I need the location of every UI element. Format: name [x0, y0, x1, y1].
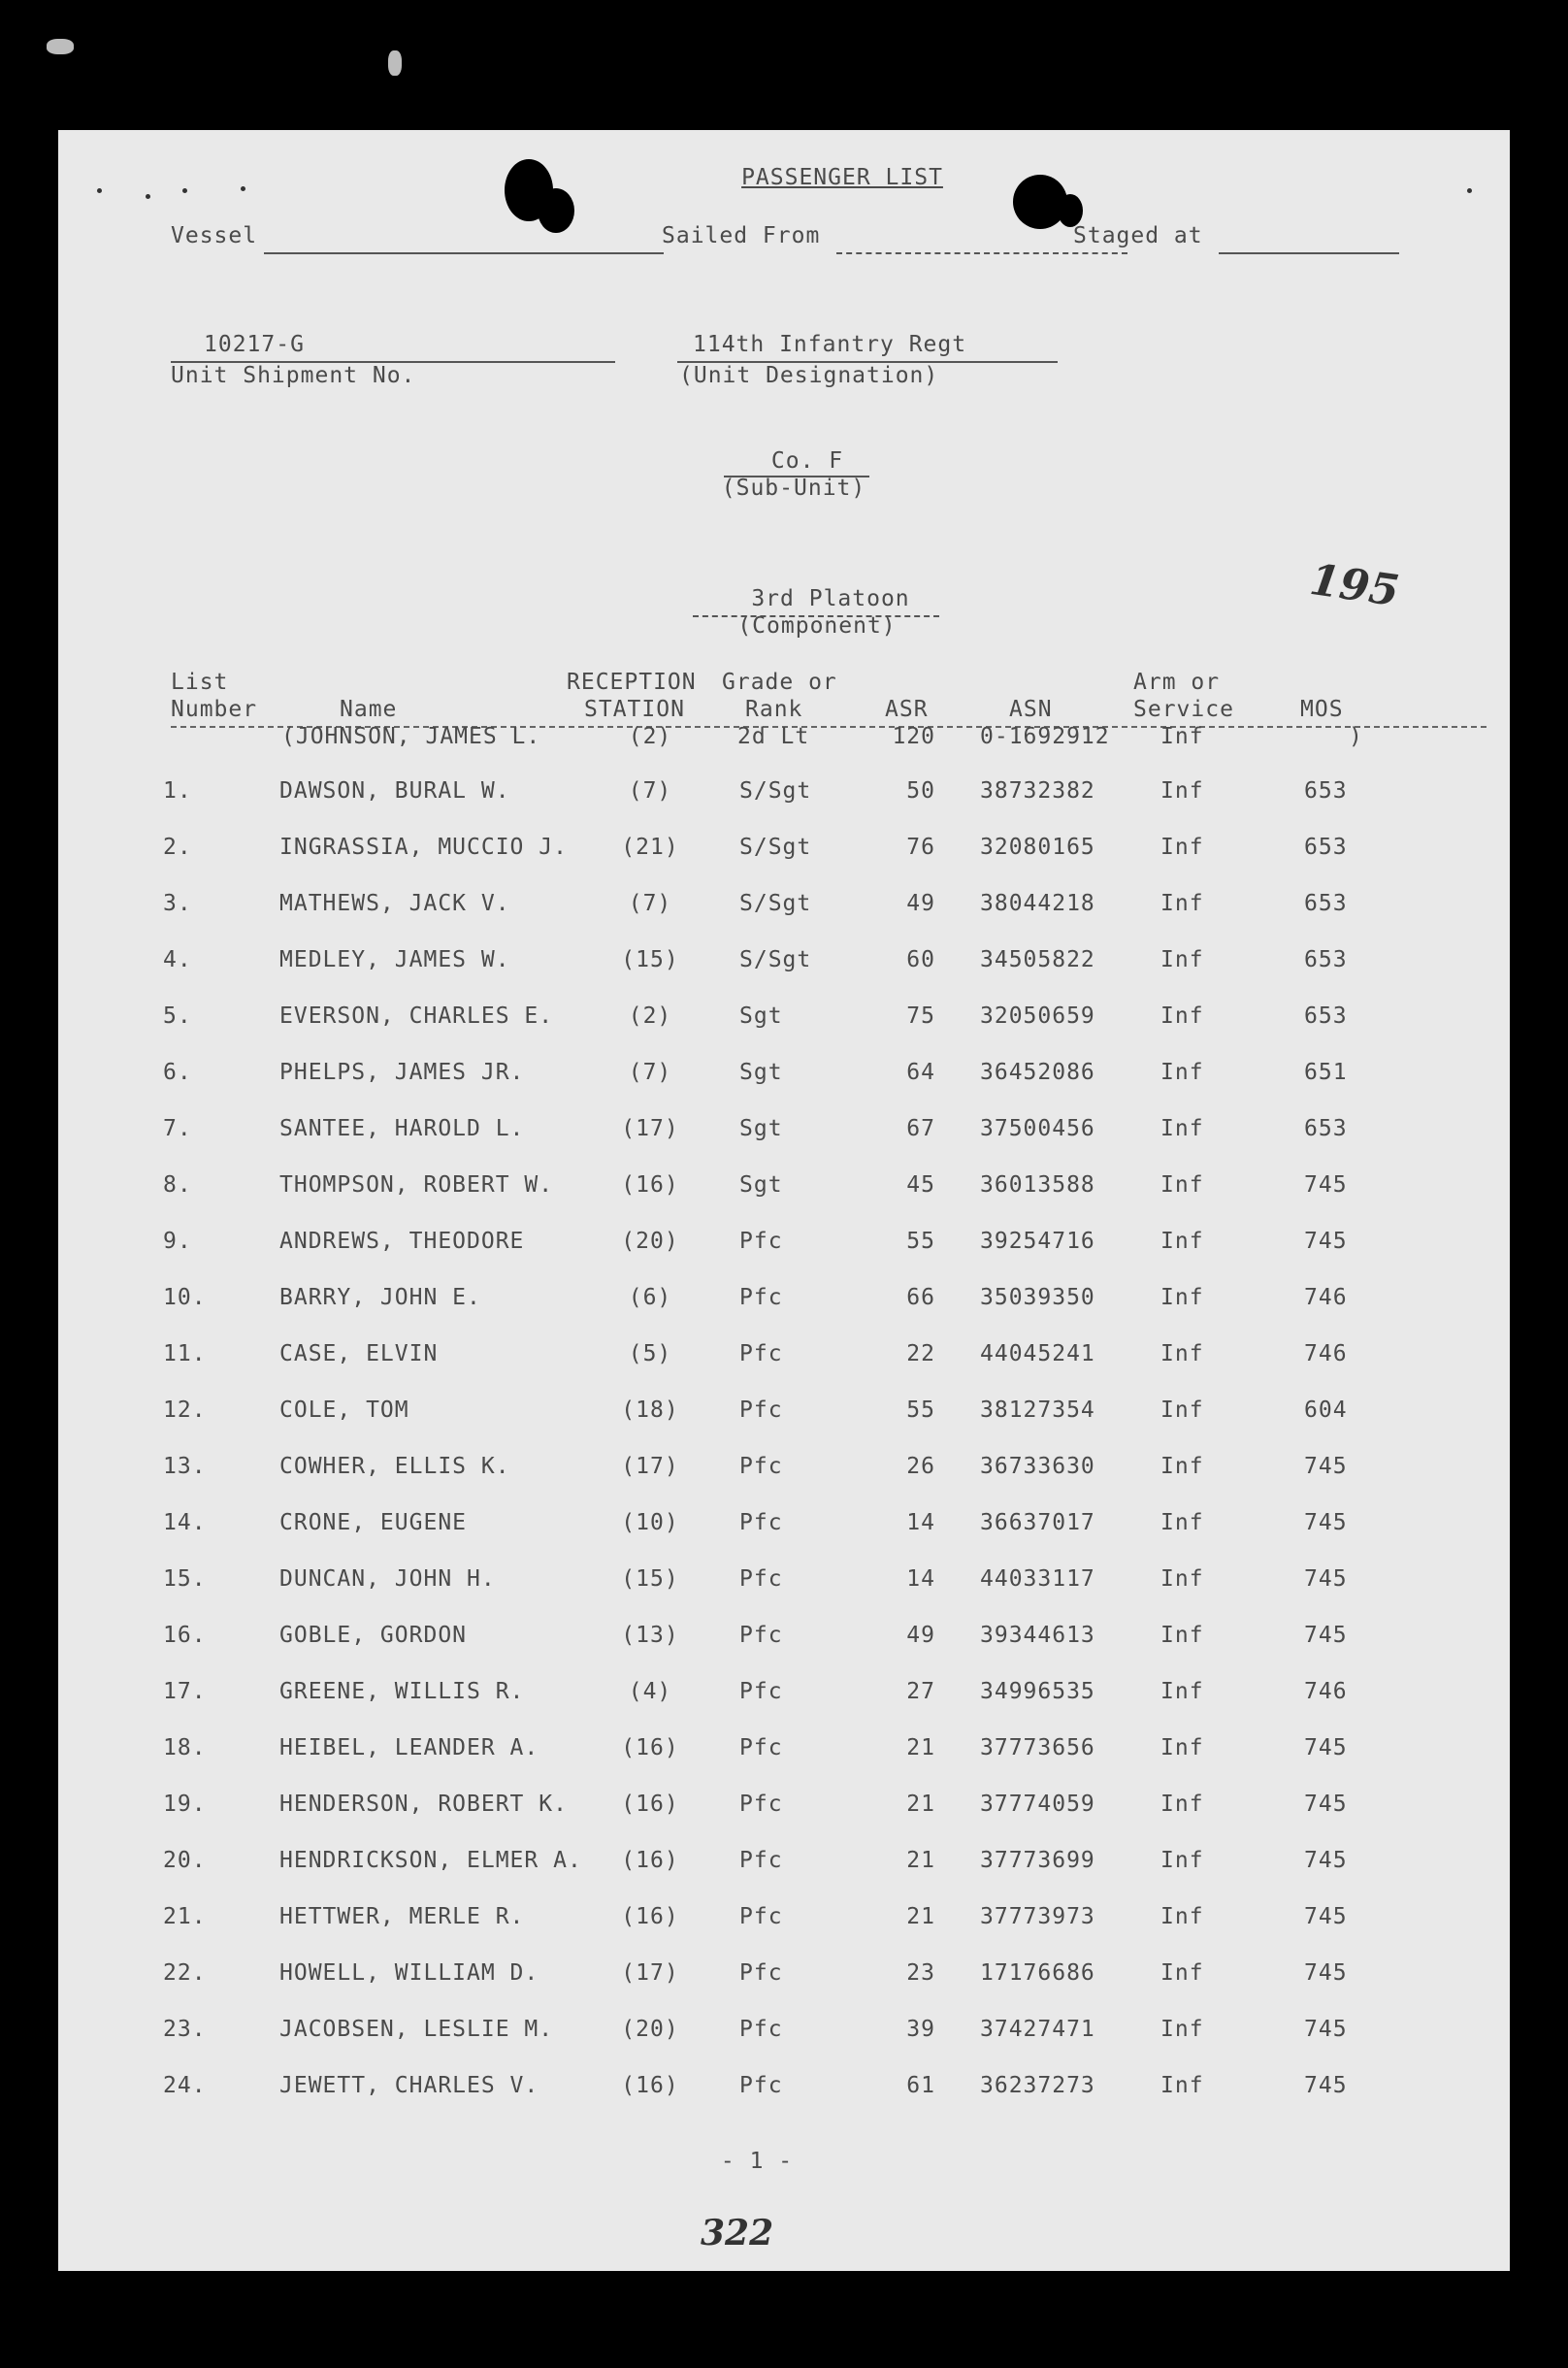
col-mos: MOS: [1300, 697, 1344, 722]
row-station: (15): [621, 1566, 679, 1592]
vessel-blank: [264, 252, 664, 254]
col-name: Name: [340, 697, 398, 722]
row-name: CASE, ELVIN: [279, 1341, 439, 1366]
row-grade: Pfc: [739, 1792, 783, 1817]
row-mos: 745: [1304, 1229, 1348, 1254]
row-grade: Sgt: [739, 1060, 783, 1085]
row-station: (4): [628, 1679, 672, 1704]
row-arm: Inf: [1160, 2073, 1204, 2098]
row-number: 14.: [163, 1510, 207, 1535]
row-number: 8.: [163, 1172, 192, 1198]
col-asn: ASN: [1009, 697, 1053, 722]
row-asn: 39344613: [980, 1623, 1095, 1648]
row-arm: Inf: [1160, 1623, 1204, 1648]
row-station: (16): [621, 1848, 679, 1873]
document-title: PASSENGER LIST: [741, 165, 943, 190]
row-asr: 26: [906, 1454, 935, 1479]
row-name: JEWETT, CHARLES V.: [279, 2073, 539, 2098]
punch-dot: [97, 188, 102, 193]
row-arm: Inf: [1160, 1566, 1204, 1592]
row-name: ANDREWS, THEODORE: [279, 1229, 525, 1254]
row-asn: 38127354: [980, 1398, 1095, 1423]
row-asn: 32050659: [980, 1003, 1095, 1029]
row-arm: Inf: [1160, 1285, 1204, 1310]
row-name: GOBLE, GORDON: [279, 1623, 468, 1648]
row-name: THOMPSON, ROBERT W.: [279, 1172, 554, 1198]
row-name: EVERSON, CHARLES E.: [279, 1003, 554, 1029]
row-station: (16): [621, 1792, 679, 1817]
row-asr: 75: [906, 1003, 935, 1029]
row-number: 7.: [163, 1116, 192, 1141]
col-asr: ASR: [885, 697, 929, 722]
row-number: 12.: [163, 1398, 207, 1423]
row-name: INGRASSIA, MUCCIO J.: [279, 835, 568, 860]
row-asr: 22: [906, 1341, 935, 1366]
sub-unit-label: (Sub-Unit): [721, 476, 866, 501]
col-reception-bottom: STATION: [584, 697, 685, 722]
row-arm: Inf: [1160, 1172, 1204, 1198]
vessel-label: Vessel: [171, 223, 258, 248]
row-grade: Sgt: [739, 1172, 783, 1198]
row-asr: 50: [906, 778, 935, 804]
row-station: (15): [621, 947, 679, 972]
row-mos: 745: [1304, 2073, 1348, 2098]
film-speck: [388, 50, 402, 76]
row-asn: 44045241: [980, 1341, 1095, 1366]
row-grade: Pfc: [739, 1960, 783, 1986]
row-asr: 55: [906, 1398, 935, 1423]
row-asr: 21: [906, 1735, 935, 1760]
row-station: (10): [621, 1510, 679, 1535]
page-number: - 1 -: [720, 2149, 794, 2174]
row-name: HENDERSON, ROBERT K.: [279, 1792, 568, 1817]
row-station: (5): [628, 1341, 672, 1366]
row-asn: 32080165: [980, 835, 1095, 860]
row-number: 4.: [163, 947, 192, 972]
row-grade: Pfc: [739, 2017, 783, 2042]
row-mos: 745: [1304, 1623, 1348, 1648]
row-station: (21): [621, 835, 679, 860]
row-grade: Pfc: [739, 1454, 783, 1479]
row-arm: Inf: [1160, 1735, 1204, 1760]
row-station: (7): [628, 891, 672, 916]
row-grade: Pfc: [739, 1510, 783, 1535]
row-arm: Inf: [1160, 1229, 1204, 1254]
row-grade: Pfc: [739, 1735, 783, 1760]
row-mos: 745: [1304, 2017, 1348, 2042]
row-arm: Inf: [1160, 891, 1204, 916]
row-grade: S/Sgt: [739, 835, 812, 860]
row-asn: 35039350: [980, 1285, 1095, 1310]
row-asr: 45: [906, 1172, 935, 1198]
row-mos: 746: [1304, 1679, 1348, 1704]
row-asn: 37773656: [980, 1735, 1095, 1760]
row-asr: 49: [906, 1623, 935, 1648]
row-mos: 653: [1304, 1003, 1348, 1029]
row-number: 3.: [163, 891, 192, 916]
row-number: 2.: [163, 835, 192, 860]
row-arm: Inf: [1160, 1792, 1204, 1817]
row-name: DUNCAN, JOHN H.: [279, 1566, 496, 1592]
row-mos: 745: [1304, 1960, 1348, 1986]
row-number: 10.: [163, 1285, 207, 1310]
row-grade: S/Sgt: [739, 778, 812, 804]
row-grade: Pfc: [739, 1848, 783, 1873]
row-arm: Inf: [1160, 778, 1204, 804]
row-asr: 14: [906, 1510, 935, 1535]
row-grade: S/Sgt: [739, 947, 812, 972]
row-mos: 745: [1304, 1904, 1348, 1929]
row-asn: 36013588: [980, 1172, 1095, 1198]
row-station: (20): [621, 1229, 679, 1254]
row-mos: 745: [1304, 1454, 1348, 1479]
row-asn: 37774059: [980, 1792, 1095, 1817]
row-asr: 27: [906, 1679, 935, 1704]
unit-shipment-label: Unit Shipment No.: [171, 363, 416, 388]
officer-station: (2): [628, 724, 672, 749]
row-station: (7): [628, 778, 672, 804]
row-mos: 745: [1304, 1510, 1348, 1535]
row-grade: Pfc: [739, 1679, 783, 1704]
row-number: 18.: [163, 1735, 207, 1760]
col-grade-top: Grade or: [722, 670, 837, 695]
row-asr: 64: [906, 1060, 935, 1085]
col-list-top: List: [171, 670, 229, 695]
col-grade-bottom: Rank: [745, 697, 803, 722]
officer-mos: ): [1349, 724, 1363, 749]
officer-asn: 0-1692912: [980, 724, 1110, 749]
row-mos: 745: [1304, 1848, 1348, 1873]
row-station: (18): [621, 1398, 679, 1423]
ink-blot: [538, 188, 574, 233]
row-mos: 745: [1304, 1172, 1348, 1198]
row-number: 16.: [163, 1623, 207, 1648]
row-name: DAWSON, BURAL W.: [279, 778, 510, 804]
row-station: (17): [621, 1116, 679, 1141]
stamp-number: 195: [1306, 554, 1402, 617]
officer-grade: 2d Lt: [737, 724, 810, 749]
component-label: (Component): [737, 613, 897, 639]
row-station: (16): [621, 1172, 679, 1198]
officer-name: (JOHNSON, JAMES L.: [281, 724, 541, 749]
row-asr: 66: [906, 1285, 935, 1310]
row-asn: 36637017: [980, 1510, 1095, 1535]
sailed-from-label: Sailed From: [662, 223, 821, 248]
row-name: JACOBSEN, LESLIE M.: [279, 2017, 554, 2042]
row-mos: 653: [1304, 835, 1348, 860]
punch-dot: [146, 194, 150, 199]
row-mos: 651: [1304, 1060, 1348, 1085]
row-number: 17.: [163, 1679, 207, 1704]
row-name: COLE, TOM: [279, 1398, 409, 1423]
row-asr: 67: [906, 1116, 935, 1141]
row-number: 6.: [163, 1060, 192, 1085]
row-arm: Inf: [1160, 1454, 1204, 1479]
row-asn: 38044218: [980, 891, 1095, 916]
row-asn: 44033117: [980, 1566, 1095, 1592]
row-station: (16): [621, 1904, 679, 1929]
row-station: (7): [628, 1060, 672, 1085]
sailed-from-blank: [836, 252, 1127, 254]
punch-dot: [182, 188, 187, 193]
row-name: BARRY, JOHN E.: [279, 1285, 481, 1310]
row-asn: 38732382: [980, 778, 1095, 804]
row-asn: 34996535: [980, 1679, 1095, 1704]
row-asn: 37500456: [980, 1116, 1095, 1141]
row-name: MEDLEY, JAMES W.: [279, 947, 510, 972]
row-grade: Pfc: [739, 2073, 783, 2098]
col-arm-top: Arm or: [1133, 670, 1221, 695]
row-grade: Pfc: [739, 1566, 783, 1592]
row-arm: Inf: [1160, 1904, 1204, 1929]
row-number: 22.: [163, 1960, 207, 1986]
row-name: PHELPS, JAMES JR.: [279, 1060, 525, 1085]
col-arm-bottom: Service: [1133, 697, 1234, 722]
row-mos: 604: [1304, 1398, 1348, 1423]
row-arm: Inf: [1160, 947, 1204, 972]
row-asr: 55: [906, 1229, 935, 1254]
row-asr: 49: [906, 891, 935, 916]
unit-shipment-value: 10217-G: [204, 332, 305, 357]
film-speck: [47, 39, 74, 54]
staged-at-blank: [1219, 252, 1399, 254]
officer-arm: Inf: [1160, 724, 1204, 749]
row-arm: Inf: [1160, 1679, 1204, 1704]
row-name: HENDRICKSON, ELMER A.: [279, 1848, 582, 1873]
row-asn: 37427471: [980, 2017, 1095, 2042]
staged-at-label: Staged at: [1073, 223, 1203, 248]
row-number: 23.: [163, 2017, 207, 2042]
row-arm: Inf: [1160, 1060, 1204, 1085]
row-mos: 653: [1304, 947, 1348, 972]
passenger-list-page: [58, 130, 1510, 2271]
component-value: 3rd Platoon: [751, 586, 910, 611]
row-name: GREENE, WILLIS R.: [279, 1679, 525, 1704]
row-asr: 39: [906, 2017, 935, 2042]
row-number: 21.: [163, 1904, 207, 1929]
row-asn: 36452086: [980, 1060, 1095, 1085]
row-station: (17): [621, 1960, 679, 1986]
row-station: (16): [621, 1735, 679, 1760]
row-number: 24.: [163, 2073, 207, 2098]
officer-asr: 120: [892, 724, 935, 749]
row-asr: 61: [906, 2073, 935, 2098]
sub-unit-value: Co. F: [770, 448, 844, 474]
row-name: COWHER, ELLIS K.: [279, 1454, 510, 1479]
punch-dot: [241, 186, 245, 191]
row-mos: 746: [1304, 1341, 1348, 1366]
row-arm: Inf: [1160, 1510, 1204, 1535]
ink-blot: [1058, 194, 1083, 227]
row-station: (17): [621, 1454, 679, 1479]
row-number: 5.: [163, 1003, 192, 1029]
row-grade: Sgt: [739, 1003, 783, 1029]
row-arm: Inf: [1160, 2017, 1204, 2042]
unit-designation-value: 114th Infantry Regt: [693, 332, 967, 357]
row-grade: Pfc: [739, 1904, 783, 1929]
row-asr: 23: [906, 1960, 935, 1986]
row-mos: 745: [1304, 1792, 1348, 1817]
row-number: 9.: [163, 1229, 192, 1254]
row-number: 20.: [163, 1848, 207, 1873]
row-arm: Inf: [1160, 1398, 1204, 1423]
row-asn: 17176686: [980, 1960, 1095, 1986]
row-grade: Sgt: [739, 1116, 783, 1141]
row-mos: 653: [1304, 778, 1348, 804]
row-station: (2): [628, 1003, 672, 1029]
row-mos: 745: [1304, 1566, 1348, 1592]
row-grade: Pfc: [739, 1285, 783, 1310]
row-asn: 36733630: [980, 1454, 1095, 1479]
row-number: 15.: [163, 1566, 207, 1592]
row-grade: S/Sgt: [739, 891, 812, 916]
row-number: 1.: [163, 778, 192, 804]
row-grade: Pfc: [739, 1398, 783, 1423]
row-name: HEIBEL, LEANDER A.: [279, 1735, 539, 1760]
row-name: SANTEE, HAROLD L.: [279, 1116, 525, 1141]
unit-designation-label: (Unit Designation): [679, 363, 939, 388]
row-mos: 653: [1304, 1116, 1348, 1141]
row-asn: 34505822: [980, 947, 1095, 972]
row-asr: 60: [906, 947, 935, 972]
row-name: CRONE, EUGENE: [279, 1510, 468, 1535]
row-name: HOWELL, WILLIAM D.: [279, 1960, 539, 1986]
row-asr: 21: [906, 1904, 935, 1929]
row-asr: 76: [906, 835, 935, 860]
row-number: 13.: [163, 1454, 207, 1479]
row-mos: 745: [1304, 1735, 1348, 1760]
row-asn: 37773699: [980, 1848, 1095, 1873]
col-list-bottom: Number: [171, 697, 258, 722]
row-asr: 14: [906, 1566, 935, 1592]
row-name: HETTWER, MERLE R.: [279, 1904, 525, 1929]
row-asn: 39254716: [980, 1229, 1095, 1254]
row-grade: Pfc: [739, 1229, 783, 1254]
row-number: 11.: [163, 1341, 207, 1366]
row-mos: 653: [1304, 891, 1348, 916]
row-name: MATHEWS, JACK V.: [279, 891, 510, 916]
row-arm: Inf: [1160, 1003, 1204, 1029]
row-grade: Pfc: [739, 1341, 783, 1366]
row-station: (20): [621, 2017, 679, 2042]
row-arm: Inf: [1160, 1960, 1204, 1986]
row-asn: 37773973: [980, 1904, 1095, 1929]
punch-dot: [1467, 188, 1472, 193]
row-arm: Inf: [1160, 1341, 1204, 1366]
row-asr: 21: [906, 1848, 935, 1873]
handwritten-note: 322: [701, 2213, 774, 2253]
row-mos: 746: [1304, 1285, 1348, 1310]
row-grade: Pfc: [739, 1623, 783, 1648]
row-station: (6): [628, 1285, 672, 1310]
row-number: 19.: [163, 1792, 207, 1817]
row-arm: Inf: [1160, 1116, 1204, 1141]
row-station: (13): [621, 1623, 679, 1648]
row-asn: 36237273: [980, 2073, 1095, 2098]
row-arm: Inf: [1160, 835, 1204, 860]
row-asr: 21: [906, 1792, 935, 1817]
row-station: (16): [621, 2073, 679, 2098]
col-reception-top: RECEPTION: [567, 670, 697, 695]
row-arm: Inf: [1160, 1848, 1204, 1873]
